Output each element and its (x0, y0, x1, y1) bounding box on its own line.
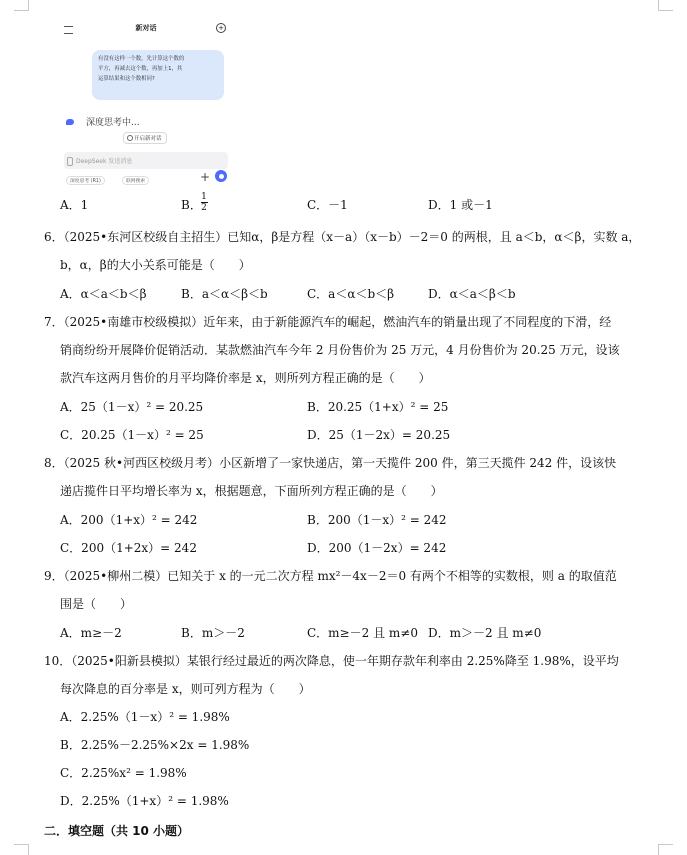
bubble-line: 运算结果和这个数相同? (98, 76, 155, 82)
plus-icon[interactable]: + (200, 170, 211, 184)
page-corner-mark (658, 0, 673, 11)
section-heading: 二．填空题（共 10 小题） (44, 824, 190, 838)
message-input[interactable] (64, 152, 228, 169)
option-b: B．2.25%－2.25%×2x = 1.98% (60, 738, 250, 752)
option-a: A．1 (60, 198, 89, 212)
new-chat-button[interactable] (123, 132, 167, 144)
page-corner-mark (14, 0, 29, 11)
bubble-line: 平方，再减去这个数，再加上1，其 (98, 66, 183, 72)
deepseek-logo-icon (66, 119, 74, 125)
user-message-bubble (92, 50, 224, 100)
plus-circle-icon[interactable]: + (216, 23, 226, 33)
thinking-status: 深度思考中... (86, 118, 140, 128)
option-a: A．α＜a＜b＜β (60, 287, 147, 301)
option-c: C．a＜α＜b＜β (307, 287, 395, 301)
web-search-toggle[interactable]: 联网搜索 (122, 176, 149, 185)
fraction-denominator: 2 (201, 203, 207, 213)
page-corner-mark (658, 844, 673, 855)
chat-title: 新对话 (135, 24, 157, 32)
option-a: A．m≥－2 (60, 626, 122, 640)
q7-stem-line: 7．（2025•南雄市校级模拟）近年来，由于新能源汽车的崛起，燃油汽车的销量出现了不同程度的下滑，经 (44, 315, 612, 329)
option-b: B．200（1－x）² = 242 (307, 513, 447, 527)
option-c: C．200（1+2x）= 242 (60, 541, 197, 555)
chat-bubble-icon (127, 135, 133, 141)
option-d: D．2.25%（1+x）² = 1.98% (60, 794, 229, 808)
option-d: D．25（1－2x）= 20.25 (307, 428, 451, 442)
q10-stem-line: 每次降息的百分率是 x，则可列方程为（ ） (60, 682, 311, 696)
option-c: C．－1 (307, 198, 348, 212)
deep-think-toggle[interactable]: 深度思考 (R1) (66, 176, 105, 185)
input-placeholder: DeepSeek 发送消息 (76, 158, 133, 165)
option-b-prefix: B． (181, 198, 202, 212)
q7-stem-line: 款汽车这两月售价的月平均降价率是 x，则所列方程正确的是（ ） (60, 371, 431, 385)
option-c: C．2.25%x² = 1.98% (60, 766, 187, 780)
q10-stem-line: 10．（2025•阳新县模拟）某银行经过最近的两次降息，使一年期存款年利率由 2.25%降至 1.98%，设平均 (44, 654, 619, 668)
attach-icon[interactable] (67, 157, 73, 166)
option-b: B．20.25（1+x）² = 25 (307, 400, 449, 414)
chat-screenshot (56, 14, 236, 186)
page-corner-mark (14, 844, 29, 855)
option-b: B．a＜α＜β＜b (181, 287, 268, 301)
q9-stem-line: 围是（ ） (60, 597, 133, 611)
new-chat-label: 开启新对话 (134, 136, 162, 142)
option-c: C．20.25（1－x）² = 25 (60, 428, 204, 442)
bubble-line: 有没有这样一个数，先计算这个数的 (98, 56, 185, 62)
q9-stem-line: 9．（2025•柳州二模）已知关于 x 的一元二次方程 mx²－4x－2＝0 有两个不相等的实数根，则 a 的取值范 (44, 569, 617, 583)
q6-stem-line: b，α，β的大小关系可能是（ ） (60, 258, 251, 272)
option-a: A．2.25%（1－x）² = 1.98% (60, 710, 230, 724)
option-d: D．200（1－2x）= 242 (307, 541, 447, 555)
fraction-one-half (200, 192, 208, 213)
option-b (181, 198, 202, 212)
q8-stem-line: 8．（2025 秋•河西区校级月考）小区新增了一家快递店，第一天揽件 200 件，第三天揽件 242 件，设该快 (44, 456, 617, 470)
option-d: D．α＜a＜β＜b (428, 287, 516, 301)
send-icon[interactable] (215, 170, 227, 182)
option-c: C．m≥－2 且 m≠0 (307, 626, 418, 640)
option-a: A．200（1+x）² = 242 (60, 513, 198, 527)
q7-stem-line: 销商纷纷开展降价促销活动．某款燃油汽车今年 2 月份售价为 25 万元，4 月份售价为 20.25 万元，设该 (60, 343, 620, 357)
q8-stem-line: 递店揽件日平均增长率为 x，根据题意，下面所列方程正确的是（ ） (60, 484, 443, 498)
option-d: D．m＞－2 且 m≠0 (428, 626, 542, 640)
option-a: A．25（1－x）² = 20.25 (60, 400, 204, 414)
q6-stem-line: 6．（2025•东河区校级自主招生）已知α，β是方程（x－a）（x－b）－2＝0 的两根，且 a＜b，α＜β，实数 a， (44, 230, 641, 244)
option-d: D．1 或－1 (428, 198, 493, 212)
option-b: B．m＞－2 (181, 626, 245, 640)
fraction-numerator: 1 (201, 192, 207, 202)
